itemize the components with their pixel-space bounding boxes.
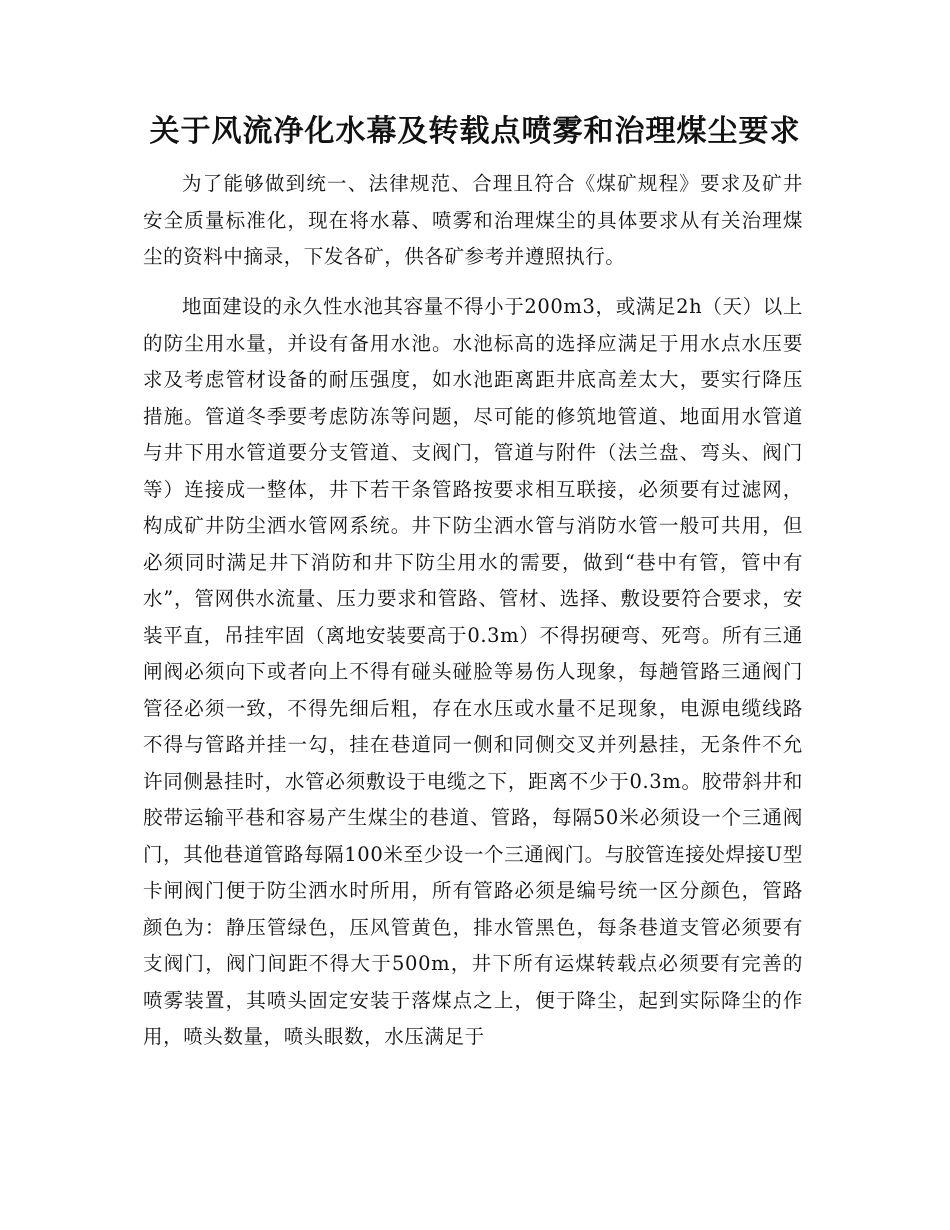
intro-paragraph: 为了能够做到统一、法律规范、合理且符合《煤矿规程》要求及矿井安全质量标准化，现在将水幕、喷雾和治理煤尘的具体要求从有关治理煤尘的资料中摘录，下发各矿，供各矿参考并遵照执行。 <box>143 172 803 268</box>
body-paragraph: 地面建设的永久性水池其容量不得小于200m3，或满足2h（天）以上的防尘用水量，并设有备用水池。水池标高的选择应满足于用水点水压要求及考虑管材设备的耐压强度，如水池距离距井底高差太大，要实行降压措施。管道冬季要考虑防冻等问题，尽可能的修筑地管道、地面用水管道与井下用水管道要分支管道、支阀门，管道与附件（法兰盘、弯头、阀门等）连接成一整体，井下若干条管路按要求相互联接，必须要有过滤网，构成矿井防尘洒水管网系统。井下防尘洒水管与消防水管一般可共用，但必须同时满足井下消防和井下防尘用水的需要，做到“巷中有管，管中有水”，管网供水流量、压力要求和管路、管材、选择、敷设要符合要求，安装平直，吊挂牢固（离地安装要高于0.3m）不得拐硬弯、死弯。所有三通闸阀必须向下或者向上不得有碰头碰脸等易伤人现象，每趟管路三通阀门管径必须一致，不得先细后粗，存在水压或水量不足现象，电源电缆线路不得与管路并挂一勾，挂在巷道同一侧和同侧交叉并列悬挂，无条件不允许同侧悬挂时，水管必须敷设于电缆之下，距离不少于0.3m。胶带斜井和胶带运输平巷和容易产生煤尘的巷道、管路，每隔50米必须设一个三通阀门，其他巷道管路每隔100米至少设一个三通阀门。与胶管连接处焊接U型卡闸阀门便于防尘洒水时所用，所有管路必须是编号统一区分颜色，管路颜色为：静压管绿色，压风管黄色，排水管黑色，每条巷道支管必须要有支阀门，阀门间距不得大于500m，井下所有运煤转载点必须要有完善的喷雾装置，其喷头固定安装于落煤点之上，便于降尘，起到实际降尘的作用，喷头数量，喷头眼数，水压满足于 <box>143 295 803 1048</box>
document-title: 关于风流净化水幕及转载点喷雾和治理煤尘要求 <box>149 114 801 149</box>
